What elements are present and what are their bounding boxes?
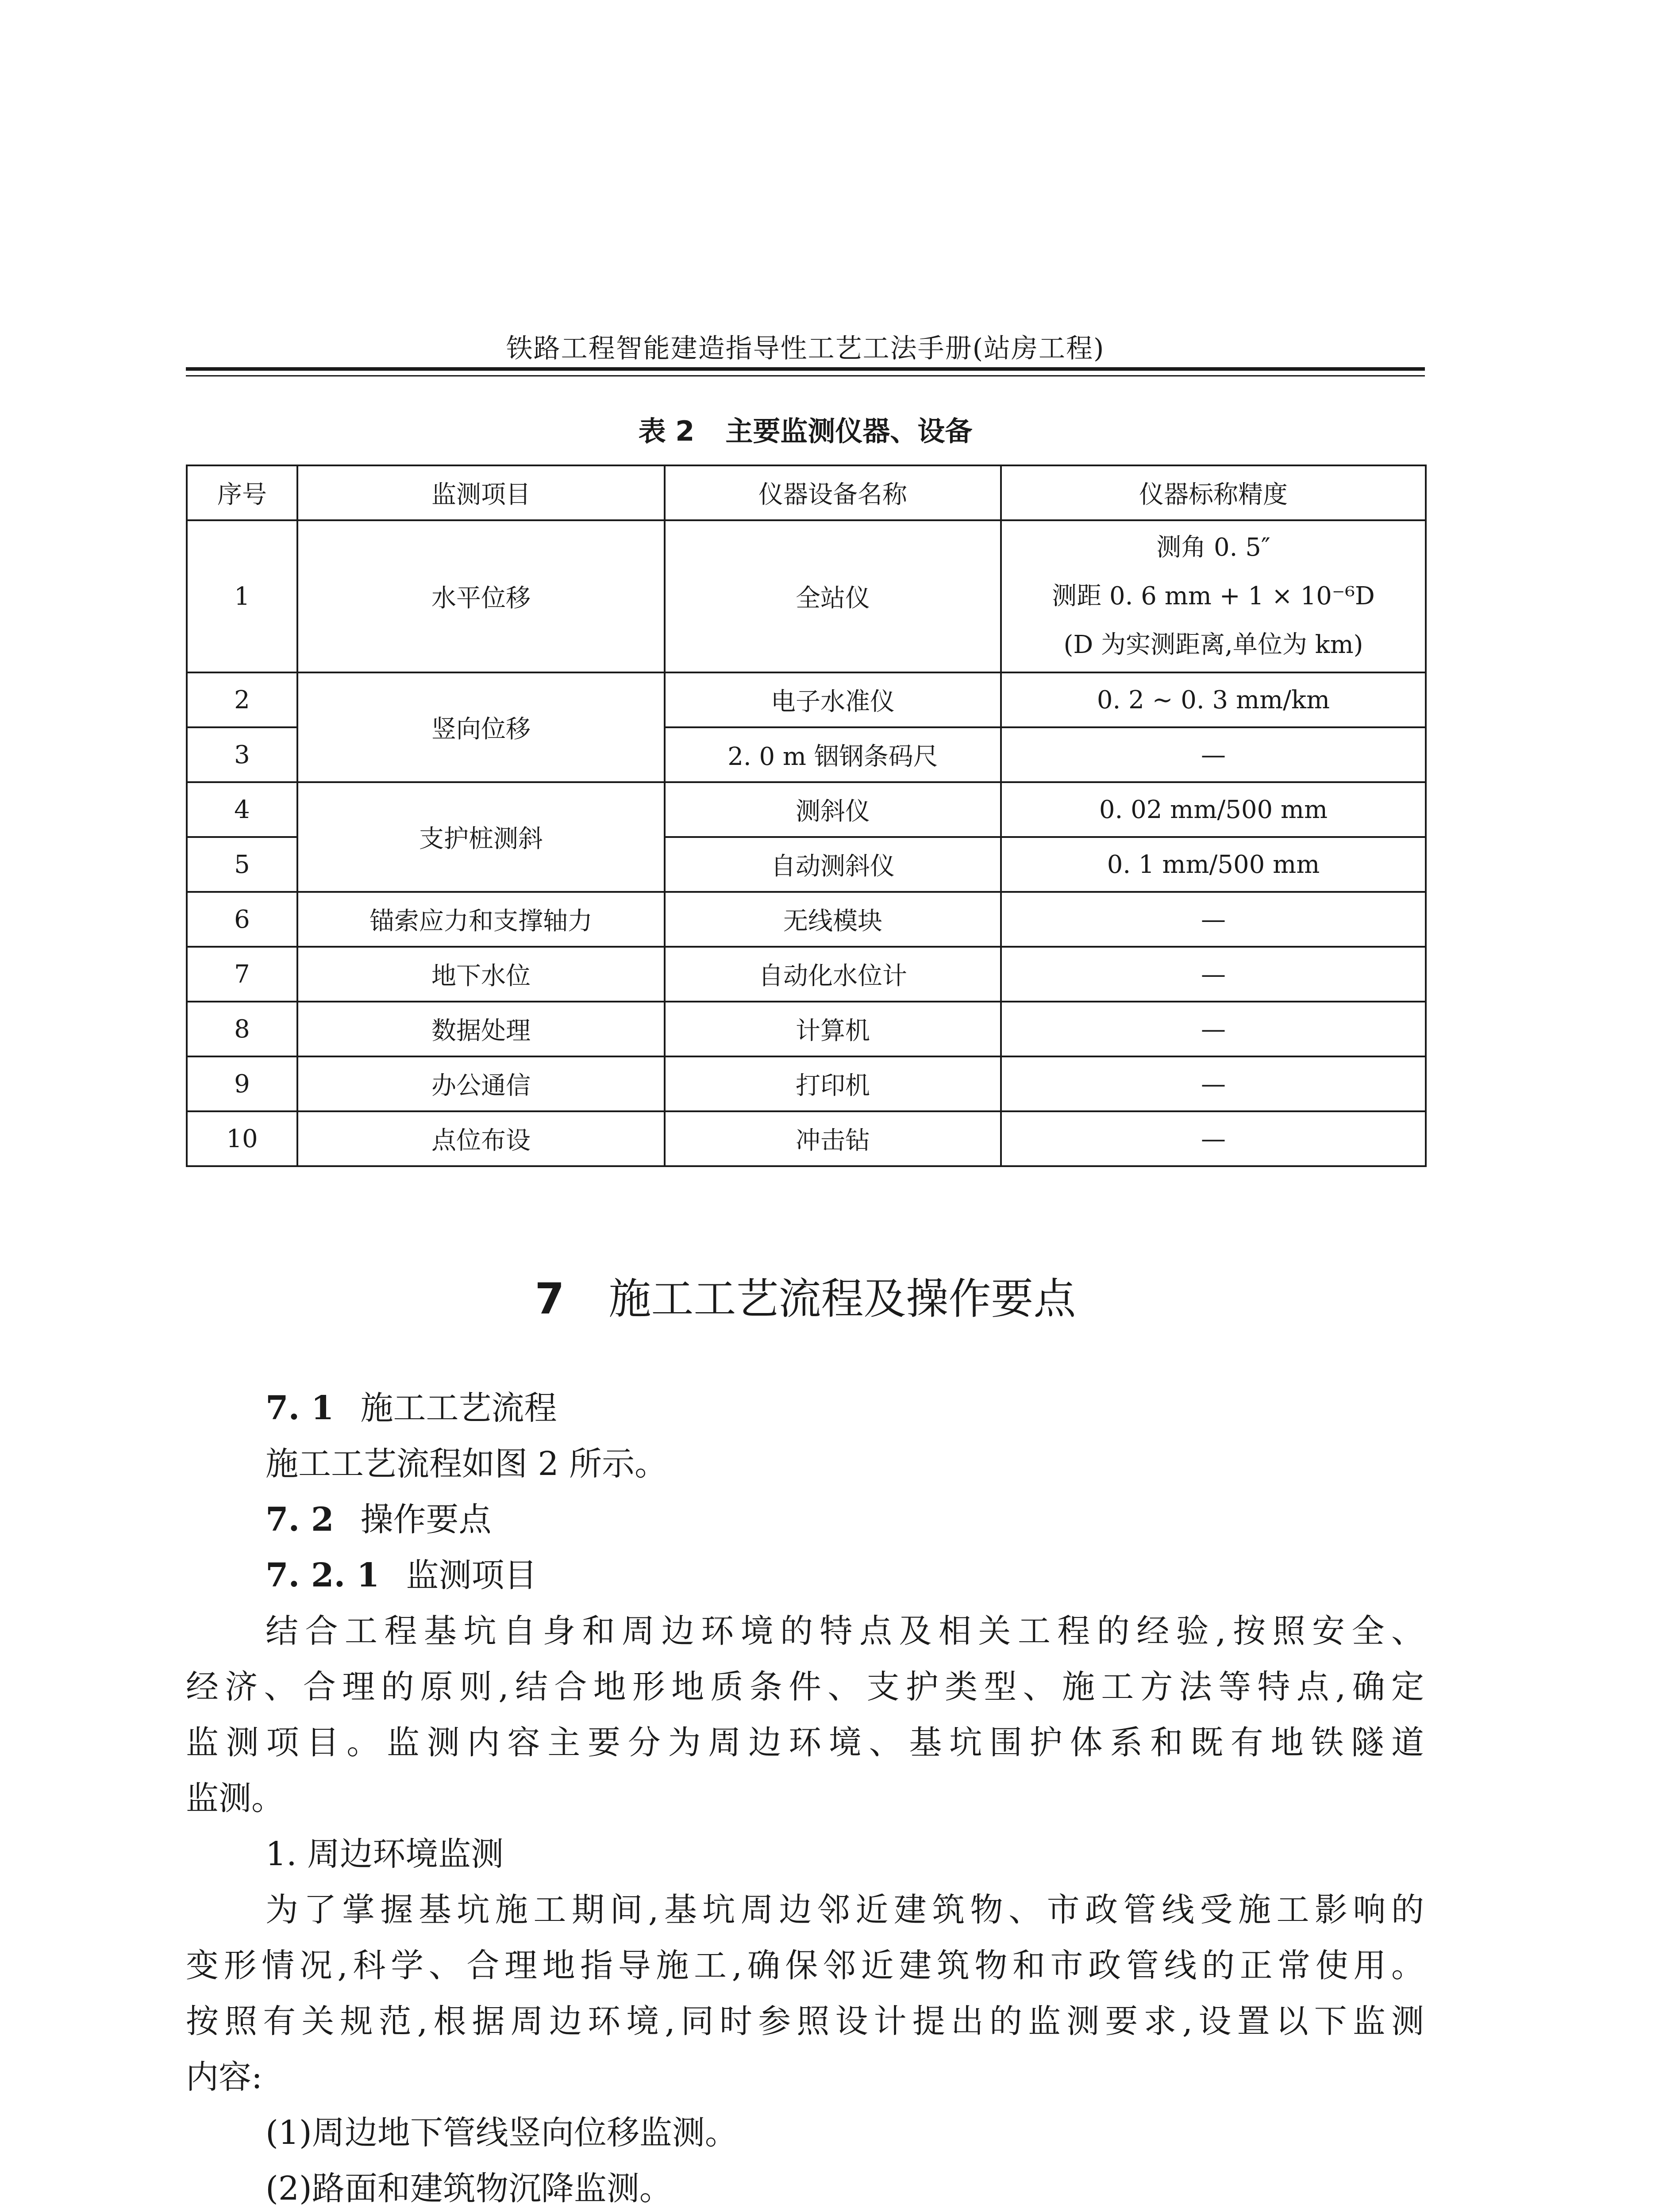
- table-row: [187, 672, 1426, 727]
- monitoring-item: 水平位移: [297, 520, 665, 672]
- row-number: 4: [187, 782, 297, 837]
- subsection-number: 7. 1: [266, 1389, 334, 1427]
- paragraph-line: 监测。: [186, 1779, 284, 1817]
- paragraph-line: 监测项目。监测内容主要分为周边环境、基坑围护体系和既有地铁隧道: [186, 1724, 1425, 1762]
- device-name: 电子水准仪: [665, 672, 1001, 727]
- paragraph-line: 为了掌握基坑施工期间,基坑周边邻近建筑物、市政管线受施工影响的: [266, 1891, 1425, 1929]
- monitoring-item: 支护桩测斜: [297, 782, 665, 892]
- device-name: 测斜仪: [665, 782, 1001, 837]
- device-precision: —: [1001, 1002, 1426, 1056]
- monitoring-item: 数据处理: [297, 1002, 665, 1056]
- row-number: 5: [187, 837, 297, 892]
- subsection-title: 操作要点: [360, 1501, 492, 1539]
- device-name: 全站仪: [665, 520, 1001, 672]
- precision-line: 测距 0. 6 mm + 1 × 10⁻⁶D: [1052, 582, 1375, 611]
- subsection-number: 7. 2. 1: [266, 1556, 380, 1594]
- paragraph-line: 结合工程基坑自身和周边环境的特点及相关工程的经验,按照安全、: [266, 1612, 1425, 1650]
- device-precision: 0. 2 ~ 0. 3 mm/km: [1001, 672, 1426, 727]
- row-number: 7: [187, 947, 297, 1002]
- list-item: (2)路面和建筑物沉降监测。: [266, 2170, 672, 2208]
- paragraph-line: 内容:: [186, 2058, 262, 2096]
- subsection-number: 7. 2: [266, 1501, 334, 1539]
- monitoring-item: 办公通信: [297, 1056, 665, 1111]
- device-precision: —: [1001, 947, 1426, 1002]
- table-caption-number: 表 2: [638, 415, 695, 447]
- device-name: 冲击钻: [665, 1111, 1001, 1166]
- paragraph-line: 经济、合理的原则,结合地形地质条件、支护类型、施工方法等特点,确定: [186, 1668, 1425, 1706]
- device-precision: —: [1001, 1056, 1426, 1111]
- device-precision: —: [1001, 727, 1426, 782]
- table-row: [187, 947, 1426, 1002]
- paragraph-line: 按照有关规范,根据周边环境,同时参照设计提出的监测要求,设置以下监测: [186, 2002, 1425, 2040]
- precision-line: 测角 0. 5″: [1156, 533, 1270, 562]
- section-heading: 施工工艺流程及操作要点: [608, 1274, 1076, 1324]
- table-header-row: [187, 465, 1426, 520]
- section-title: [186, 1265, 1425, 1326]
- device-precision: 0. 1 mm/500 mm: [1001, 837, 1426, 892]
- column-header: 监测项目: [297, 465, 665, 520]
- device-name: 2. 0 m 铟钢条码尺: [665, 727, 1001, 782]
- table-row: [187, 782, 1426, 837]
- table-row: [187, 1056, 1426, 1111]
- header-rule-thick: [186, 367, 1425, 371]
- column-header: 仪器标称精度: [1001, 465, 1426, 520]
- device-name: 无线模块: [665, 892, 1001, 947]
- column-header: 序号: [187, 465, 297, 520]
- table-row: [187, 1002, 1426, 1056]
- subsection-title: 监测项目: [406, 1556, 537, 1594]
- subsection-heading: [186, 1548, 1425, 1603]
- device-precision: —: [1001, 892, 1426, 947]
- list-heading: 1. 周边环境监测: [266, 1835, 504, 1873]
- paragraph-line: 变形情况,科学、合理地指导施工,确保邻近建筑物和市政管线的正常使用。: [186, 1947, 1425, 1985]
- row-number: 9: [187, 1056, 297, 1111]
- body-text: [186, 1380, 1425, 2212]
- table-caption-title: 主要监测仪器、设备: [725, 415, 973, 447]
- device-name: 自动测斜仪: [665, 837, 1001, 892]
- header-rule-thin: [186, 375, 1425, 376]
- device-name: 打印机: [665, 1056, 1001, 1111]
- device-name: 自动化水位计: [665, 947, 1001, 1002]
- device-precision: —: [1001, 1111, 1426, 1166]
- section-number: 7: [535, 1274, 565, 1324]
- list-item: (1)周边地下管线竖向位移监测。: [266, 2114, 738, 2152]
- running-header: 铁路工程智能建造指导性工艺工法手册(站房工程): [506, 333, 1105, 364]
- monitoring-item: 点位布设: [297, 1111, 665, 1166]
- device-precision: [1001, 520, 1426, 672]
- monitoring-item: 地下水位: [297, 947, 665, 1002]
- device-name: 计算机: [665, 1002, 1001, 1056]
- precision-line: (D 为实测距离,单位为 km): [1063, 630, 1363, 659]
- monitoring-equipment-table: [186, 465, 1427, 1167]
- subsection-heading: [186, 1492, 1425, 1548]
- monitoring-item: 竖向位移: [297, 672, 665, 782]
- subsection-title: 施工工艺流程: [360, 1389, 557, 1427]
- table-row: [187, 1111, 1426, 1166]
- row-number: 8: [187, 1002, 297, 1056]
- row-number: 2: [187, 672, 297, 727]
- row-number: 3: [187, 727, 297, 782]
- paragraph: 施工工艺流程如图 2 所示。: [266, 1445, 668, 1483]
- table-caption: [186, 409, 1425, 449]
- monitoring-item: 锚索应力和支撑轴力: [297, 892, 665, 947]
- subsection-heading: [186, 1380, 1425, 1436]
- row-number: 1: [187, 520, 297, 672]
- row-number: 10: [187, 1111, 297, 1166]
- device-precision: 0. 02 mm/500 mm: [1001, 782, 1426, 837]
- table-row: [187, 892, 1426, 947]
- row-number: 6: [187, 892, 297, 947]
- column-header: 仪器设备名称: [665, 465, 1001, 520]
- table-row: [187, 520, 1426, 672]
